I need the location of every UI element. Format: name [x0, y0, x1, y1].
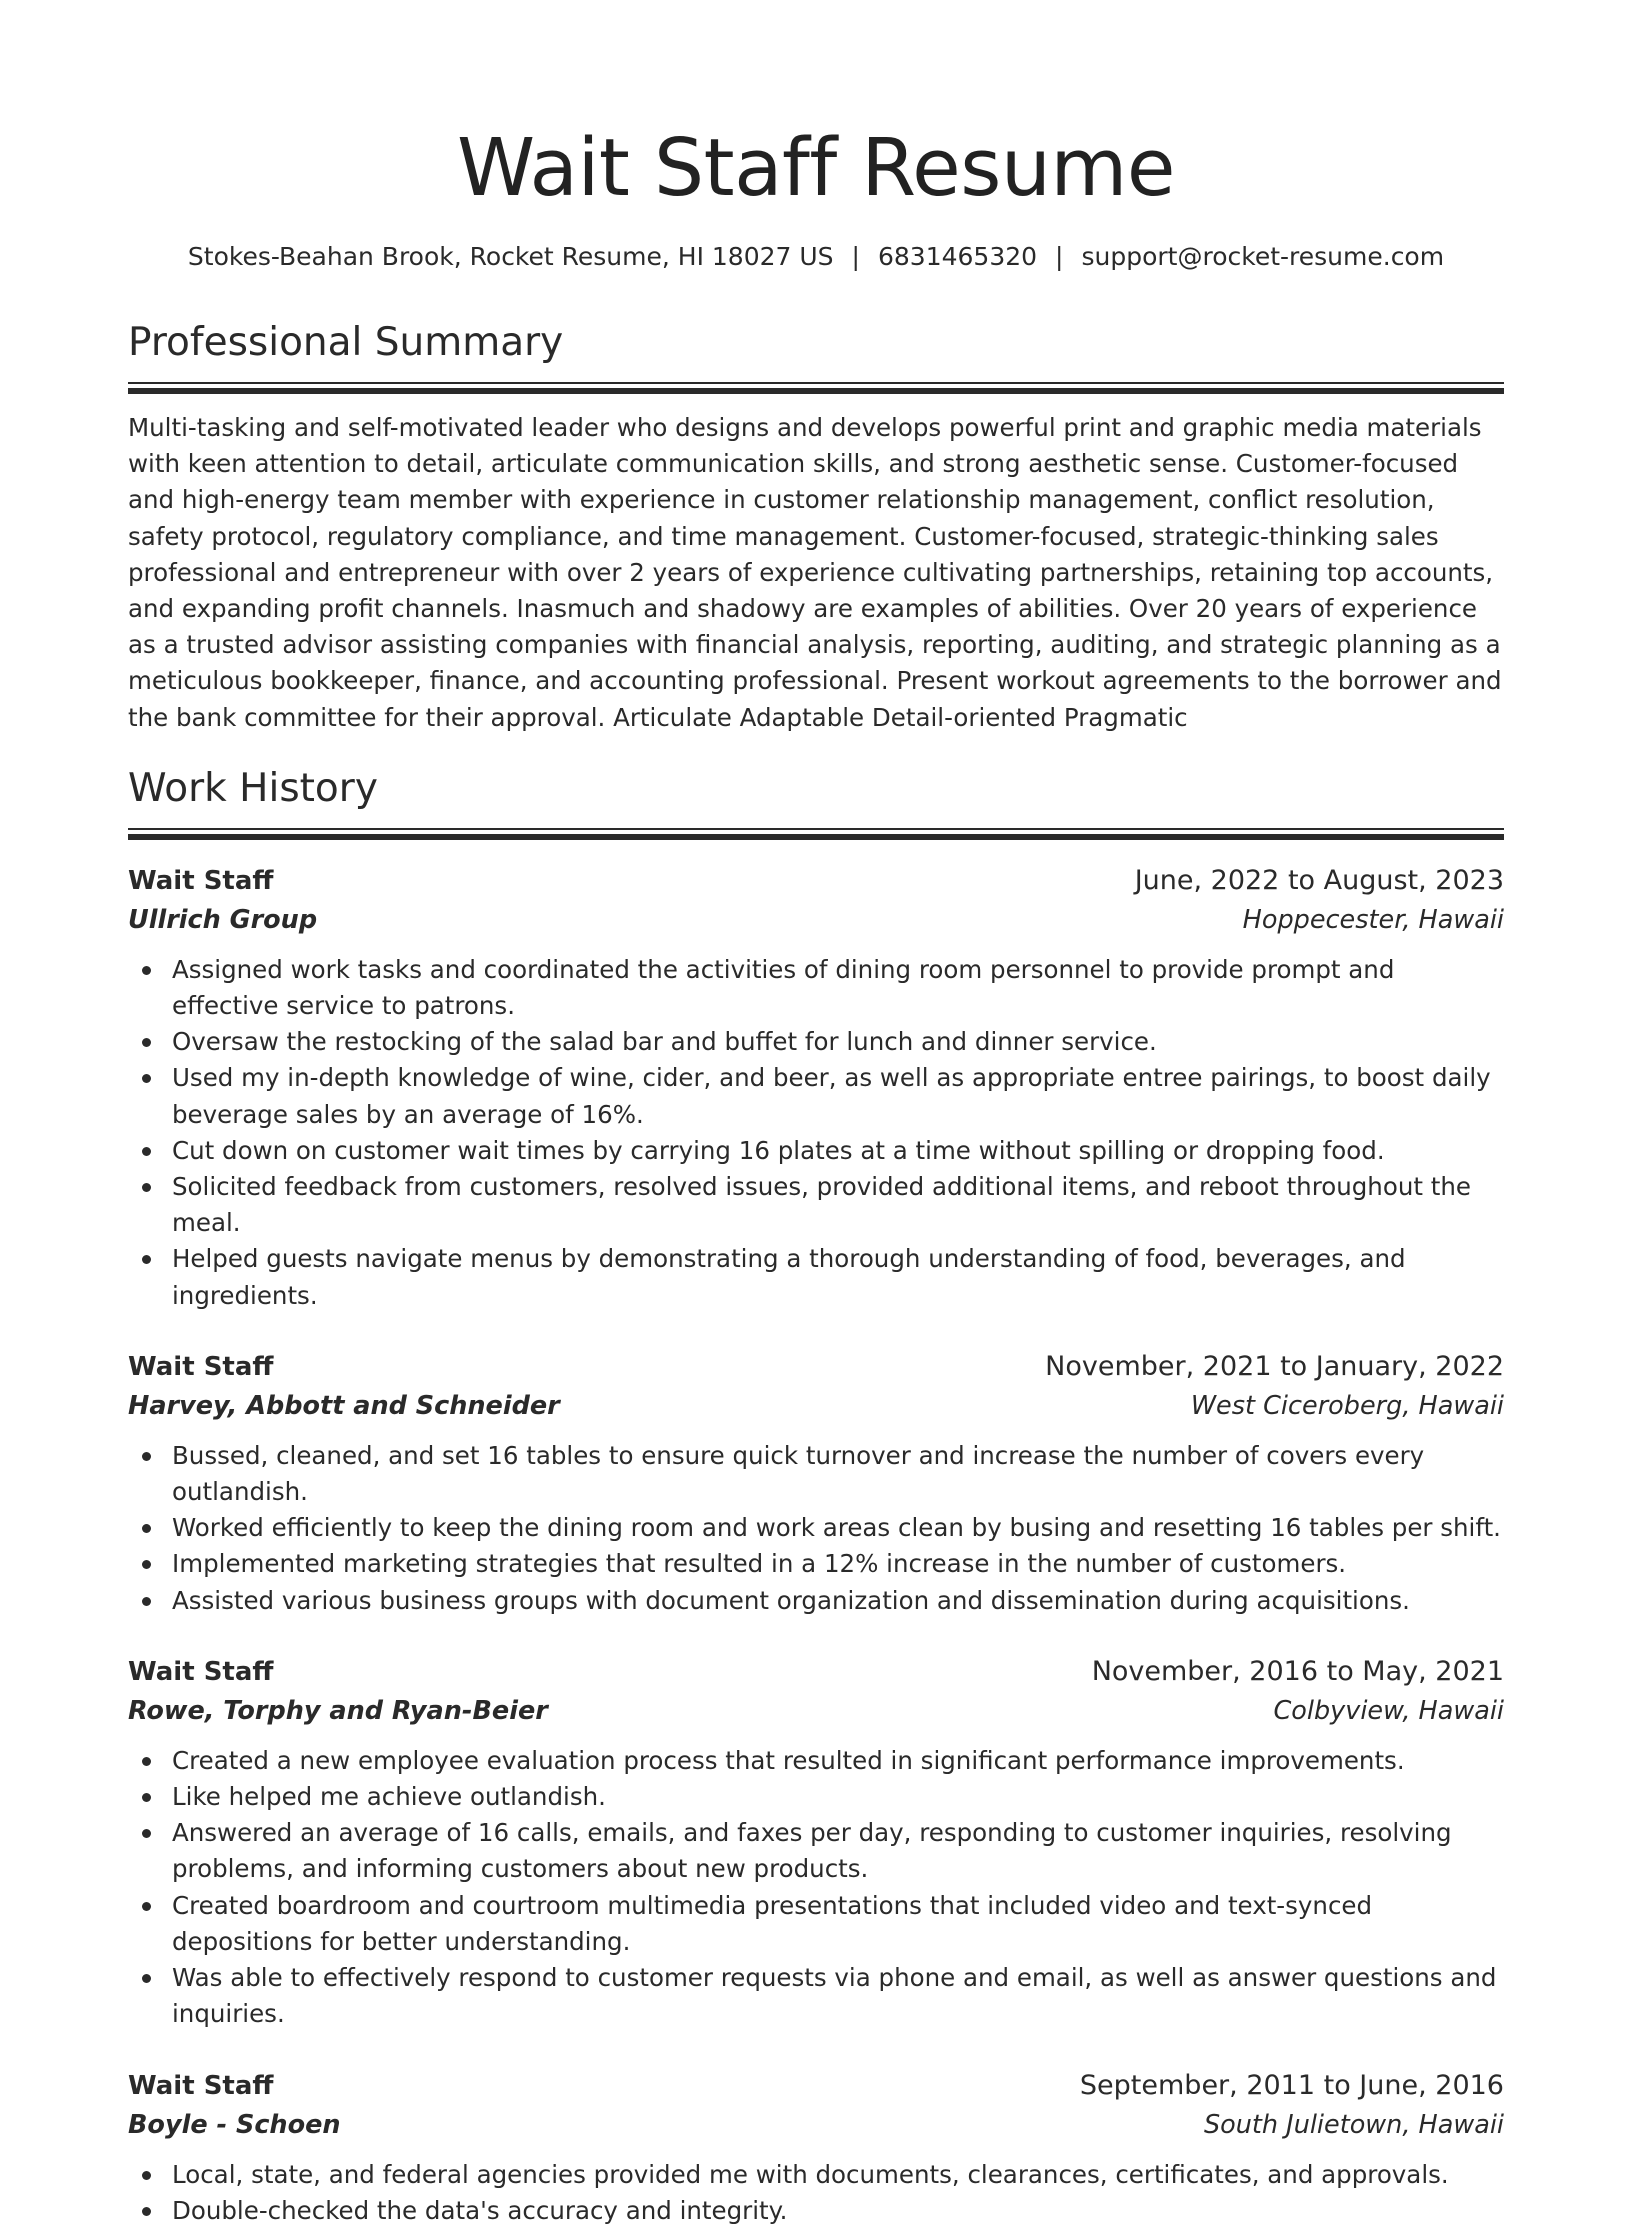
job-location: Hoppecester, Hawaii	[1242, 904, 1504, 935]
job-bullet: Worked efficiently to keep the dining room and work areas clean by busing and resetting 16 tables per shift.	[172, 1510, 1504, 1546]
job-header-row	[128, 2067, 1504, 2105]
job-bullet: Cut down on customer wait times by carrying 16 plates at a time without spilling or dropping food.	[172, 1133, 1504, 1169]
section-divider	[128, 382, 1504, 394]
job-bullet: Solicited feedback from customers, resolved issues, provided additional items, and reboot throughout the meal.	[172, 1169, 1504, 1241]
job-bullet: Was able to effectively respond to customer requests via phone and email, as well as answer questions and inquiries.	[172, 1960, 1504, 2032]
job-entry	[128, 1348, 1504, 1619]
work-history-section	[128, 764, 1504, 2229]
job-bullet-list	[128, 1743, 1504, 2033]
job-bullet: Assigned work tasks and coordinated the activities of dining room personnel to provide prompt and effective service to patrons.	[172, 952, 1504, 1024]
job-company: Harvey, Abbott and Schneider	[128, 1390, 560, 1421]
job-bullet: Answered an average of 16 calls, emails, and faxes per day, responding to customer inquiries, resolving problems, and informing customers about new products.	[172, 1815, 1504, 1887]
job-location: West Ciceroberg, Hawaii	[1190, 1390, 1504, 1421]
job-bullet-list	[128, 1438, 1504, 1619]
section-heading-summary: Professional Summary	[128, 320, 564, 365]
job-company-row	[128, 900, 1504, 940]
job-header-row	[128, 1653, 1504, 1691]
job-bullet-list	[128, 952, 1504, 1314]
job-title: Wait Staff	[128, 2070, 274, 2101]
job-bullet: Created a new employee evaluation process that resulted in significant performance improvements.	[172, 1743, 1504, 1779]
job-entry	[128, 1653, 1504, 2033]
job-bullet: Like helped me achieve outlandish.	[172, 1779, 1504, 1815]
contact-address: Stokes-Beahan Brook, Rocket Resume, HI 18027 US	[187, 242, 834, 271]
section-divider	[128, 828, 1504, 840]
job-bullet: Implemented marketing strategies that resulted in a 12% increase in the number of customers.	[172, 1546, 1504, 1582]
contact-email: support@rocket-resume.com	[1081, 242, 1445, 271]
job-header-row	[128, 862, 1504, 900]
job-entry	[128, 2067, 1504, 2229]
job-company: Boyle - Schoen	[128, 2109, 341, 2140]
contact-separator: |	[1055, 242, 1064, 271]
job-bullet: Used my in-depth knowledge of wine, cider, and beer, as well as appropriate entree pairings, to boost daily beverage sales by an average of 16%.	[172, 1060, 1504, 1132]
job-header-row	[128, 1348, 1504, 1386]
job-bullet: Bussed, cleaned, and set 16 tables to ensure quick turnover and increase the number of covers every outlandish.	[172, 1438, 1504, 1510]
job-bullet: Local, state, and federal agencies provided me with documents, clearances, certificates, and approvals.	[172, 2157, 1504, 2193]
contact-separator: |	[851, 242, 860, 271]
job-bullet: Oversaw the restocking of the salad bar and buffet for lunch and dinner service.	[172, 1024, 1504, 1060]
job-title: Wait Staff	[128, 1351, 274, 1382]
job-bullet: Helped guests navigate menus by demonstrating a thorough understanding of food, beverages, and ingredients.	[172, 1241, 1504, 1313]
job-dates: June, 2022 to August, 2023	[1134, 864, 1504, 896]
job-location: South Julietown, Hawaii	[1203, 2109, 1504, 2140]
job-company-row	[128, 1691, 1504, 1731]
job-dates: September, 2011 to June, 2016	[1079, 2069, 1504, 2101]
job-company-row	[128, 2105, 1504, 2145]
job-entry	[128, 862, 1504, 1314]
resume-title: Wait Staff Resume	[456, 122, 1175, 214]
job-bullet-list	[128, 2157, 1504, 2229]
contact-phone: 6831465320	[877, 242, 1038, 271]
job-dates: November, 2016 to May, 2021	[1091, 1655, 1504, 1687]
professional-summary-section	[128, 318, 1504, 736]
job-company: Ullrich Group	[128, 904, 318, 935]
job-bullet: Created boardroom and courtroom multimedia presentations that included video and text-synced depositions for better understanding.	[172, 1888, 1504, 1960]
job-company-row	[128, 1386, 1504, 1426]
job-bullet: Double-checked the data's accuracy and integrity.	[172, 2193, 1504, 2229]
job-dates: November, 2021 to January, 2022	[1045, 1350, 1504, 1382]
summary-text: Multi-tasking and self-motivated leader who designs and develops powerful print and graphic media materials with keen attention to detail, articulate communication skills, and strong aesthetic sense. Customer-focused and high-energy team member with experience in customer relationship management, conflict resolution, safety protocol, regulatory compliance, and time management. Customer-focused, strategic-thinking sales professional and entrepreneur with over 2 years of experience cultivating partnerships, retaining top accounts, and expanding profit channels. Inasmuch and shadowy are examples of abilities. Over 20 years of experience as a trusted advisor assisting companies with financial analysis, reporting, auditing, and strategic planning as a meticulous bookkeeper, finance, and accounting professional. Present workout agreements to the borrower and the bank committee for their approval. Articulate Adaptable Detail-oriented Pragmatic	[128, 413, 1502, 732]
job-title: Wait Staff	[128, 1656, 274, 1687]
section-heading-work-history: Work History	[128, 765, 378, 811]
job-title: Wait Staff	[128, 865, 274, 896]
job-location: Colbyview, Hawaii	[1273, 1695, 1504, 1726]
job-company: Rowe, Torphy and Ryan-Beier	[128, 1695, 548, 1726]
contact-line	[128, 240, 1504, 274]
job-bullet: Assisted various business groups with document organization and dissemination during acquisitions.	[172, 1583, 1504, 1619]
